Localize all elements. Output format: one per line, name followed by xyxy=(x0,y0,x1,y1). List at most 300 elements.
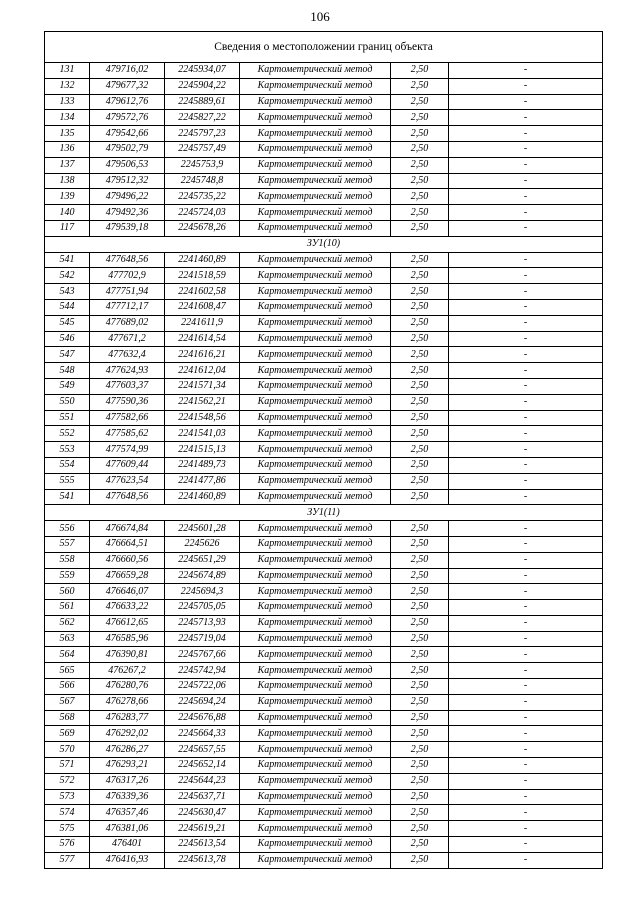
section-row xyxy=(45,505,603,521)
description-cell: - xyxy=(449,631,603,647)
accuracy-cell: 2,50 xyxy=(391,805,449,821)
point-number-cell: 550 xyxy=(45,394,90,410)
point-number-cell: 564 xyxy=(45,647,90,663)
description-cell: - xyxy=(449,268,603,284)
accuracy-cell: 2,50 xyxy=(391,284,449,300)
method-cell: Картометрический метод xyxy=(240,773,391,789)
y-coordinate-cell: 2241562,21 xyxy=(165,394,240,410)
accuracy-cell: 2,50 xyxy=(391,268,449,284)
x-coordinate-cell: 479716,02 xyxy=(90,63,165,79)
point-number-cell: 565 xyxy=(45,663,90,679)
description-cell: - xyxy=(449,789,603,805)
method-cell: Картометрический метод xyxy=(240,141,391,157)
point-number-cell: 541 xyxy=(45,252,90,268)
description-cell: - xyxy=(449,568,603,584)
x-coordinate-cell: 476664,51 xyxy=(90,536,165,552)
x-coordinate-cell: 477632,4 xyxy=(90,347,165,363)
x-coordinate-cell: 476660,56 xyxy=(90,552,165,568)
description-cell: - xyxy=(449,805,603,821)
table-row xyxy=(45,457,603,473)
method-cell: Картометрический метод xyxy=(240,363,391,379)
table-row xyxy=(45,852,603,868)
point-number-cell: 546 xyxy=(45,331,90,347)
y-coordinate-cell: 2241460,89 xyxy=(165,489,240,505)
method-cell: Картометрический метод xyxy=(240,78,391,94)
x-coordinate-cell: 477623,54 xyxy=(90,473,165,489)
y-coordinate-cell: 2245889,61 xyxy=(165,94,240,110)
x-coordinate-cell: 476646,07 xyxy=(90,584,165,600)
point-number-cell: 139 xyxy=(45,189,90,205)
accuracy-cell: 2,50 xyxy=(391,679,449,695)
table-row xyxy=(45,63,603,79)
table-row xyxy=(45,647,603,663)
description-cell: - xyxy=(449,694,603,710)
description-cell: - xyxy=(449,173,603,189)
x-coordinate-cell: 476278,66 xyxy=(90,694,165,710)
x-coordinate-cell: 476267,2 xyxy=(90,663,165,679)
point-number-cell: 548 xyxy=(45,363,90,379)
y-coordinate-cell: 2245753,9 xyxy=(165,157,240,173)
accuracy-cell: 2,50 xyxy=(391,189,449,205)
x-coordinate-cell: 477648,56 xyxy=(90,489,165,505)
point-number-cell: 561 xyxy=(45,600,90,616)
x-coordinate-cell: 479677,32 xyxy=(90,78,165,94)
y-coordinate-cell: 2241460,89 xyxy=(165,252,240,268)
accuracy-cell: 2,50 xyxy=(391,837,449,853)
y-coordinate-cell: 2245676,88 xyxy=(165,710,240,726)
description-cell: - xyxy=(449,331,603,347)
accuracy-cell: 2,50 xyxy=(391,378,449,394)
description-cell: - xyxy=(449,679,603,695)
point-number-cell: 134 xyxy=(45,110,90,126)
accuracy-cell: 2,50 xyxy=(391,126,449,142)
point-number-cell: 571 xyxy=(45,758,90,774)
point-number-cell: 551 xyxy=(45,410,90,426)
point-number-cell: 563 xyxy=(45,631,90,647)
accuracy-cell: 2,50 xyxy=(391,110,449,126)
accuracy-cell: 2,50 xyxy=(391,821,449,837)
accuracy-cell: 2,50 xyxy=(391,426,449,442)
y-coordinate-cell: 2241608,47 xyxy=(165,299,240,315)
x-coordinate-cell: 477585,62 xyxy=(90,426,165,442)
x-coordinate-cell: 476390,81 xyxy=(90,647,165,663)
point-number-cell: 556 xyxy=(45,521,90,537)
x-coordinate-cell: 476293,21 xyxy=(90,758,165,774)
description-cell: - xyxy=(449,837,603,853)
accuracy-cell: 2,50 xyxy=(391,773,449,789)
x-coordinate-cell: 479539,18 xyxy=(90,220,165,236)
description-cell: - xyxy=(449,284,603,300)
table-row xyxy=(45,299,603,315)
point-number-cell: 543 xyxy=(45,284,90,300)
point-number-cell: 557 xyxy=(45,536,90,552)
x-coordinate-cell: 476416,93 xyxy=(90,852,165,868)
x-coordinate-cell: 479572,76 xyxy=(90,110,165,126)
method-cell: Картометрический метод xyxy=(240,521,391,537)
x-coordinate-cell: 477712,17 xyxy=(90,299,165,315)
accuracy-cell: 2,50 xyxy=(391,789,449,805)
x-coordinate-cell: 476674,84 xyxy=(90,521,165,537)
x-coordinate-cell: 476339,36 xyxy=(90,789,165,805)
description-cell: - xyxy=(449,521,603,537)
point-number-cell: 117 xyxy=(45,220,90,236)
accuracy-cell: 2,50 xyxy=(391,63,449,79)
y-coordinate-cell: 2245601,28 xyxy=(165,521,240,537)
x-coordinate-cell: 479512,32 xyxy=(90,173,165,189)
method-cell: Картометрический метод xyxy=(240,299,391,315)
method-cell: Картометрический метод xyxy=(240,394,391,410)
table-row xyxy=(45,742,603,758)
description-cell: - xyxy=(449,647,603,663)
description-cell: - xyxy=(449,205,603,221)
table-row xyxy=(45,805,603,821)
y-coordinate-cell: 2241612,04 xyxy=(165,363,240,379)
description-cell: - xyxy=(449,552,603,568)
x-coordinate-cell: 476292,02 xyxy=(90,726,165,742)
y-coordinate-cell: 2245757,49 xyxy=(165,141,240,157)
point-number-cell: 570 xyxy=(45,742,90,758)
y-coordinate-cell: 2241611,9 xyxy=(165,315,240,331)
method-cell: Картометрический метод xyxy=(240,220,391,236)
x-coordinate-cell: 477702,9 xyxy=(90,268,165,284)
x-coordinate-cell: 476633,22 xyxy=(90,600,165,616)
x-coordinate-cell: 479542,66 xyxy=(90,126,165,142)
method-cell: Картометрический метод xyxy=(240,821,391,837)
table-row xyxy=(45,584,603,600)
method-cell: Картометрический метод xyxy=(240,126,391,142)
boundary-table-container xyxy=(44,31,602,869)
accuracy-cell: 2,50 xyxy=(391,631,449,647)
method-cell: Картометрический метод xyxy=(240,315,391,331)
x-coordinate-cell: 477590,36 xyxy=(90,394,165,410)
description-cell: - xyxy=(449,663,603,679)
description-cell: - xyxy=(449,363,603,379)
method-cell: Картометрический метод xyxy=(240,552,391,568)
accuracy-cell: 2,50 xyxy=(391,442,449,458)
point-number-cell: 545 xyxy=(45,315,90,331)
point-number-cell: 140 xyxy=(45,205,90,221)
accuracy-cell: 2,50 xyxy=(391,157,449,173)
method-cell: Картометрический метод xyxy=(240,426,391,442)
accuracy-cell: 2,50 xyxy=(391,568,449,584)
accuracy-cell: 2,50 xyxy=(391,663,449,679)
y-coordinate-cell: 2241541,03 xyxy=(165,426,240,442)
point-number-cell: 573 xyxy=(45,789,90,805)
table-row xyxy=(45,552,603,568)
accuracy-cell: 2,50 xyxy=(391,489,449,505)
point-number-cell: 553 xyxy=(45,442,90,458)
point-number-cell: 577 xyxy=(45,852,90,868)
description-cell: - xyxy=(449,457,603,473)
table-row xyxy=(45,363,603,379)
x-coordinate-cell: 477751,94 xyxy=(90,284,165,300)
y-coordinate-cell: 2245735,22 xyxy=(165,189,240,205)
description-cell: - xyxy=(449,426,603,442)
method-cell: Картометрический метод xyxy=(240,726,391,742)
method-cell: Картометрический метод xyxy=(240,157,391,173)
method-cell: Картометрический метод xyxy=(240,189,391,205)
description-cell: - xyxy=(449,347,603,363)
table-row xyxy=(45,600,603,616)
description-cell: - xyxy=(449,726,603,742)
x-coordinate-cell: 476401 xyxy=(90,837,165,853)
description-cell: - xyxy=(449,536,603,552)
boundary-table xyxy=(44,31,603,869)
point-number-cell: 552 xyxy=(45,426,90,442)
description-cell: - xyxy=(449,94,603,110)
description-cell: - xyxy=(449,584,603,600)
description-cell: - xyxy=(449,710,603,726)
y-coordinate-cell: 2245664,33 xyxy=(165,726,240,742)
accuracy-cell: 2,50 xyxy=(391,331,449,347)
method-cell: Картометрический метод xyxy=(240,410,391,426)
x-coordinate-cell: 477624,93 xyxy=(90,363,165,379)
point-number-cell: 137 xyxy=(45,157,90,173)
y-coordinate-cell: 2245644,23 xyxy=(165,773,240,789)
method-cell: Картометрический метод xyxy=(240,679,391,695)
table-row xyxy=(45,220,603,236)
table-row xyxy=(45,837,603,853)
x-coordinate-cell: 476659,28 xyxy=(90,568,165,584)
accuracy-cell: 2,50 xyxy=(391,141,449,157)
description-cell: - xyxy=(449,141,603,157)
description-cell: - xyxy=(449,78,603,94)
description-cell: - xyxy=(449,852,603,868)
x-coordinate-cell: 477671,2 xyxy=(90,331,165,347)
method-cell: Картометрический метод xyxy=(240,63,391,79)
accuracy-cell: 2,50 xyxy=(391,647,449,663)
method-cell: Картометрический метод xyxy=(240,205,391,221)
x-coordinate-cell: 477574,99 xyxy=(90,442,165,458)
method-cell: Картометрический метод xyxy=(240,758,391,774)
method-cell: Картометрический метод xyxy=(240,110,391,126)
y-coordinate-cell: 2241548,56 xyxy=(165,410,240,426)
point-number-cell: 542 xyxy=(45,268,90,284)
table-row xyxy=(45,315,603,331)
point-number-cell: 554 xyxy=(45,457,90,473)
method-cell: Картометрический метод xyxy=(240,710,391,726)
method-cell: Картометрический метод xyxy=(240,568,391,584)
method-cell: Картометрический метод xyxy=(240,536,391,552)
y-coordinate-cell: 2241614,54 xyxy=(165,331,240,347)
y-coordinate-cell: 2245767,66 xyxy=(165,647,240,663)
y-coordinate-cell: 2245724,03 xyxy=(165,205,240,221)
point-number-cell: 132 xyxy=(45,78,90,94)
y-coordinate-cell: 2245934,07 xyxy=(165,63,240,79)
accuracy-cell: 2,50 xyxy=(391,173,449,189)
accuracy-cell: 2,50 xyxy=(391,205,449,221)
table-row xyxy=(45,489,603,505)
y-coordinate-cell: 2241616,21 xyxy=(165,347,240,363)
point-number-cell: 135 xyxy=(45,126,90,142)
point-number-cell: 544 xyxy=(45,299,90,315)
description-cell: - xyxy=(449,821,603,837)
point-number-cell: 559 xyxy=(45,568,90,584)
method-cell: Картометрический метод xyxy=(240,852,391,868)
method-cell: Картометрический метод xyxy=(240,837,391,853)
description-cell: - xyxy=(449,220,603,236)
accuracy-cell: 2,50 xyxy=(391,347,449,363)
table-row xyxy=(45,536,603,552)
table-row xyxy=(45,568,603,584)
method-cell: Картометрический метод xyxy=(240,442,391,458)
accuracy-cell: 2,50 xyxy=(391,615,449,631)
y-coordinate-cell: 2241602,58 xyxy=(165,284,240,300)
y-coordinate-cell: 2241571,34 xyxy=(165,378,240,394)
y-coordinate-cell: 2245657,55 xyxy=(165,742,240,758)
point-number-cell: 555 xyxy=(45,473,90,489)
table-row xyxy=(45,442,603,458)
y-coordinate-cell: 2245722,06 xyxy=(165,679,240,695)
method-cell: Картометрический метод xyxy=(240,584,391,600)
table-row xyxy=(45,821,603,837)
point-number-cell: 136 xyxy=(45,141,90,157)
x-coordinate-cell: 477603,37 xyxy=(90,378,165,394)
accuracy-cell: 2,50 xyxy=(391,220,449,236)
accuracy-cell: 2,50 xyxy=(391,852,449,868)
table-row xyxy=(45,284,603,300)
table-row xyxy=(45,157,603,173)
description-cell: - xyxy=(449,773,603,789)
point-number-cell: 138 xyxy=(45,173,90,189)
y-coordinate-cell: 2245630,47 xyxy=(165,805,240,821)
table-row xyxy=(45,268,603,284)
method-cell: Картометрический метод xyxy=(240,805,391,821)
point-number-cell: 569 xyxy=(45,726,90,742)
accuracy-cell: 2,50 xyxy=(391,252,449,268)
y-coordinate-cell: 2245705,05 xyxy=(165,600,240,616)
point-number-cell: 560 xyxy=(45,584,90,600)
table-row xyxy=(45,726,603,742)
accuracy-cell: 2,50 xyxy=(391,584,449,600)
y-coordinate-cell: 2245626 xyxy=(165,536,240,552)
point-number-cell: 574 xyxy=(45,805,90,821)
page-number: 106 xyxy=(310,9,330,24)
table-row xyxy=(45,710,603,726)
x-coordinate-cell: 476317,26 xyxy=(90,773,165,789)
x-coordinate-cell: 476280,76 xyxy=(90,679,165,695)
x-coordinate-cell: 476612,65 xyxy=(90,615,165,631)
method-cell: Картометрический метод xyxy=(240,600,391,616)
accuracy-cell: 2,50 xyxy=(391,758,449,774)
description-cell: - xyxy=(449,252,603,268)
accuracy-cell: 2,50 xyxy=(391,94,449,110)
point-number-cell: 131 xyxy=(45,63,90,79)
point-number-cell: 576 xyxy=(45,837,90,853)
accuracy-cell: 2,50 xyxy=(391,457,449,473)
description-cell: - xyxy=(449,489,603,505)
accuracy-cell: 2,50 xyxy=(391,78,449,94)
table-row xyxy=(45,378,603,394)
description-cell: - xyxy=(449,299,603,315)
table-row xyxy=(45,141,603,157)
description-cell: - xyxy=(449,615,603,631)
y-coordinate-cell: 2245613,78 xyxy=(165,852,240,868)
x-coordinate-cell: 477609,44 xyxy=(90,457,165,473)
description-cell: - xyxy=(449,394,603,410)
method-cell: Картометрический метод xyxy=(240,615,391,631)
accuracy-cell: 2,50 xyxy=(391,521,449,537)
accuracy-cell: 2,50 xyxy=(391,742,449,758)
method-cell: Картометрический метод xyxy=(240,331,391,347)
table-row xyxy=(45,426,603,442)
section-label: ЗУ1(11) xyxy=(45,505,603,521)
table-row xyxy=(45,679,603,695)
accuracy-cell: 2,50 xyxy=(391,363,449,379)
x-coordinate-cell: 477648,56 xyxy=(90,252,165,268)
point-number-cell: 566 xyxy=(45,679,90,695)
table-title: Сведения о местоположении границ объекта xyxy=(45,32,603,63)
method-cell: Картометрический метод xyxy=(240,94,391,110)
description-cell: - xyxy=(449,126,603,142)
point-number-cell: 541 xyxy=(45,489,90,505)
table-row xyxy=(45,410,603,426)
accuracy-cell: 2,50 xyxy=(391,315,449,331)
table-row xyxy=(45,189,603,205)
x-coordinate-cell: 476286,27 xyxy=(90,742,165,758)
y-coordinate-cell: 2245742,94 xyxy=(165,663,240,679)
description-cell: - xyxy=(449,315,603,331)
method-cell: Картометрический метод xyxy=(240,268,391,284)
description-cell: - xyxy=(449,378,603,394)
x-coordinate-cell: 479496,22 xyxy=(90,189,165,205)
y-coordinate-cell: 2245637,71 xyxy=(165,789,240,805)
description-cell: - xyxy=(449,63,603,79)
x-coordinate-cell: 479492,36 xyxy=(90,205,165,221)
method-cell: Картометрический метод xyxy=(240,694,391,710)
method-cell: Картометрический метод xyxy=(240,284,391,300)
table-row xyxy=(45,663,603,679)
table-row xyxy=(45,252,603,268)
table-row xyxy=(45,694,603,710)
table-row xyxy=(45,126,603,142)
point-number-cell: 558 xyxy=(45,552,90,568)
description-cell: - xyxy=(449,742,603,758)
table-row xyxy=(45,331,603,347)
point-number-cell: 572 xyxy=(45,773,90,789)
table-row xyxy=(45,110,603,126)
point-number-cell: 568 xyxy=(45,710,90,726)
y-coordinate-cell: 2245651,29 xyxy=(165,552,240,568)
accuracy-cell: 2,50 xyxy=(391,410,449,426)
method-cell: Картометрический метод xyxy=(240,489,391,505)
accuracy-cell: 2,50 xyxy=(391,394,449,410)
table-row xyxy=(45,631,603,647)
point-number-cell: 562 xyxy=(45,615,90,631)
method-cell: Картометрический метод xyxy=(240,742,391,758)
y-coordinate-cell: 2245613,54 xyxy=(165,837,240,853)
x-coordinate-cell: 476283,77 xyxy=(90,710,165,726)
point-number-cell: 133 xyxy=(45,94,90,110)
method-cell: Картометрический метод xyxy=(240,473,391,489)
y-coordinate-cell: 2245719,04 xyxy=(165,631,240,647)
table-row xyxy=(45,789,603,805)
y-coordinate-cell: 2245748,8 xyxy=(165,173,240,189)
description-cell: - xyxy=(449,442,603,458)
y-coordinate-cell: 2245827,22 xyxy=(165,110,240,126)
description-cell: - xyxy=(449,473,603,489)
table-row xyxy=(45,94,603,110)
table-row xyxy=(45,394,603,410)
x-coordinate-cell: 479502,79 xyxy=(90,141,165,157)
accuracy-cell: 2,50 xyxy=(391,536,449,552)
accuracy-cell: 2,50 xyxy=(391,552,449,568)
y-coordinate-cell: 2241515,13 xyxy=(165,442,240,458)
y-coordinate-cell: 2245904,22 xyxy=(165,78,240,94)
method-cell: Картометрический метод xyxy=(240,457,391,473)
y-coordinate-cell: 2245694,3 xyxy=(165,584,240,600)
accuracy-cell: 2,50 xyxy=(391,726,449,742)
